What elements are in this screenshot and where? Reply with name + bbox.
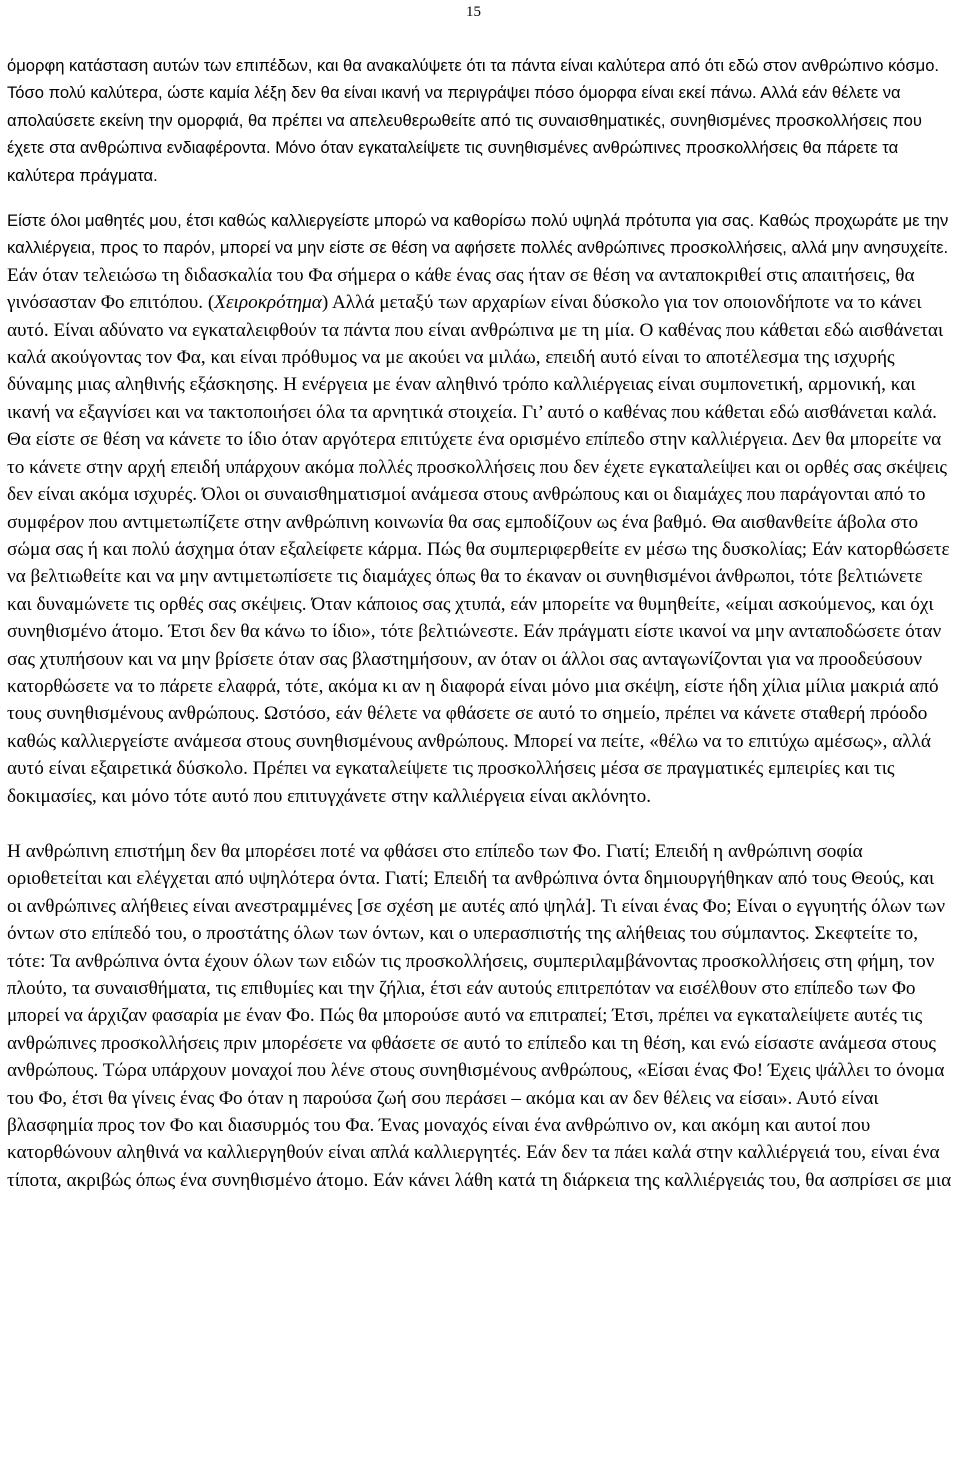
paragraph-2-serif-text-b: ) Αλλά μεταξύ των αρχαρίων είναι δύσκολο για τον οποιονδήποτε να το κάνει αυτό. Είναι αδύνατο να εγκαταλειφθούν τα πάντα που είναι ανθρώπινα με τη μία. Ο καθένας που κάθεται εδώ αισθάνεται καλά ακούγοντας τον Φα, και είναι πρόθυμος να με ακούει να μιλάω, επειδή αυτό είναι το αποτέλεσμα της ισχυρής δύναμης μιας αληθινής εξάσκησης. Η ενέργεια με έναν αληθινό τρόπο καλλιέργειας είναι συμπονετική, αρμονική, και ικανή να εξαγνίσει και να τακτοποιήσει όλα τα αρνητικά στοιχεία. Γι’ αυτό ο καθένας που κάθεται εδώ αισθάνεται καλά. Θα είστε σε θέση να κάνετε το ίδιο όταν αργότερα επιτύχετε ένα ορισμένο επίπεδο στην καλλιέργεια. Δεν θα μπορείτε να το κάνετε στην αρχή επειδή υπάρχουν ακόμα πολλές προσκολλήσεις που δεν έχετε εγκαταλείψει και οι ορθές σας σκέψεις δεν είναι ακόμα ισχυρές. Όλοι οι συναισθηματισμοί ανάμεσα στους ανθρώπους και οι διαμάχες που παράγονται από το συμφέρον που αντιμετωπίζετε στην ανθρώπινη κοινωνία θα σας εμποδίζουν ως ένα βαθμό. Θα αισθανθείτε άβολα στο σώμα σας ή και πολύ άσχημα όταν εξαλείφετε κάρμα. Πώς θα συμπεριφερθείτε εν μέσω της δυσκολίας; Εάν κατορθώσετε να βελτιωθείτε και να μην αντιμετωπίσετε τις διαμάχες όπως θα το έκαναν οι συνηθισμένοι άνθρωποι, τότε βελτιώνετε και δυναμώνετε τις ορθές σας σκέψεις. Όταν κάποιος σας χτυπά, εάν μπορείτε να θυμηθείτε, «είμαι ασκούμενος, και όχι συνηθισμένο άτομο. Έτσι δεν θα κάνω το ίδιο», τότε βελτιώνεστε. Εάν πράγματι είστε ικανοί να μην ανταποδώσετε όταν σας χτυπήσουν και να μην βρίσετε όταν σας βλαστημήσουν, αν όταν οι άλλοι σας ανταγωνίζονται για να προοδεύσουν κατορθώσετε να το πάρετε ελαφρά, τότε, ακόμα κι αν η διαφορά είναι μόνο μια σκέψη, είστε ήδη χίλια μίλια μακριά από τους συνηθισμένους ανθρώπους. Ωστόσο, εάν θέλετε να φθάσετε σε αυτό το σημείο, πρέπει να κάνετε σταθερή πρόοδο καθώς καλλιεργείστε ανάμεσα στους συνηθισμένους ανθρώπους. Μπορεί να πείτε, «θέλω να το επιτύχω αμέσως», αλλά αυτό είναι εξαιρετικά δύσκολο. Πρέπει να εγκαταλείψετε τις προσκολλήσεις μέσα σε πραγματικές εμπειρίες και τις δοκιμασίες, και μόνο τότε αυτό που επιτυγχάνετε στην καλλιέργεια είναι ακλόνητο.	[7, 292, 950, 807]
document-body	[7, 52, 952, 1194]
paragraph-1: όμορφη κατάσταση αυτών των επιπέδων, και θα ανακαλύψετε ότι τα πάντα είναι καλύτερα από ότι εδώ στον ανθρώπινο κόσμο. Τόσο πολύ καλύτερα, ώστε καμία λέξη δεν θα είναι ικανή να περιγράψει πόσο όμορφα είναι εκεί πάνω. Αλλά εάν θέλετε να απολαύσετε εκείνη την ομορφιά, θα πρέπει να απελευθερωθείτε από τις συναισθηματικές, συνηθισμένες προσκολλήσεις που έχετε στα ανθρώπινα ενδιαφέροντα. Μόνο όταν εγκαταλείψετε τις συνηθισμένες ανθρώπινες προσκολλήσεις θα πάρετε τα καλύτερα πράγματα.	[7, 56, 940, 185]
page-number: 15	[466, 4, 481, 20]
paragraph-3: Η ανθρώπινη επιστήμη δεν θα μπορέσει ποτέ να φθάσει στο επίπεδο των Φο. Γιατί; Επειδή η ανθρώπινη σοφία οριοθετείται και ελέγχεται από υψηλότερα όντα. Γιατί; Επειδή τα ανθρώπινα όντα δημιουργήθηκαν από τους Θεούς, και οι ανθρώπινες αλήθειες είναι ανεστραμμένες [σε σχέση με αυτές από ψηλά]. Τι είναι ένας Φο; Είναι ο εγγυητής όλων των όντων στο επίπεδό του, ο προστάτης όλων των όντων, και ο υπερασπιστής της αλήθειας του σύμπαντος. Σκεφτείτε το, τότε: Τα ανθρώπινα όντα έχουν όλων των ειδών τις προσκολλήσεις, συμπεριλαμβάνοντας προσκολλήσεις στη φήμη, τον πλούτο, τα συναισθήματα, τις επιθυμίες και την ζήλια, έτσι εάν αυτούς επιτρεπόταν να εισέλθουν στο επίπεδο των Φο μπορεί να άρχιζαν φασαρία με έναν Φο. Πώς θα μπορούσε αυτό να επιτραπεί; Έτσι, πρέπει να εγκαταλείψετε αυτές τις ανθρώπινες προσκολλήσεις πριν μπορέσετε να φθάσετε σε αυτό το επίπεδο και τη θέση, και ενώ είσαστε ανάμεσα στους ανθρώπους. Τώρα υπάρχουν μοναχοί που λένε στους συνηθισμένους ανθρώπους, «Είσαι ένας Φο! Έχεις ψάλλει το όνομα του Φο, έτσι θα γίνεις ένας Φο όταν η παρούσα ζωή σου περάσει – ακόμα και αν δεν θέλεις να είσαι». Αυτό είναι βλασφημία προς τον Φο και διασυρμός του Φα. Ένας μοναχός είναι ένα ανθρώπινο ον, και ακόμη και αυτοί που κατορθώνουν αληθινά να καλλιεργηθούν είναι απλά καλλιεργητές. Εάν δεν τα πάει καλά στην καλλιέργειά του, είναι ένα τίποτα, ακριβώς όπως ένα συνηθισμένο άτομο. Εάν κάνει λάθη κατά τη διάρκεια της καλλιέργειάς του, θα ασπρίσει σε μια	[7, 840, 952, 1191]
paragraph-2-serif-text-a: Εάν όταν τελειώσω τη διδασκαλία του Φα σήμερα ο κάθε ένας σας ήταν σε θέση να ανταποκριθεί στις απαιτήσεις, θα γινόσασταν Φο επιτόπου. (	[7, 264, 915, 314]
paragraph-2-sans-text: Είστε όλοι μαθητές μου, έτσι καθώς καλλιεργείστε μπορώ να καθορίσω πολύ υψηλά πρότυπα για σας. Καθώς προχωράτε με την καλλιέργεια, προς το παρόν, μπορεί να μην είστε σε θέση να αφήσετε πολλές ανθρώπινες προσκολλήσεις, αλλά μην ανησυχείτε.	[7, 211, 949, 258]
applause-note: Χειροκρότημα	[214, 292, 322, 314]
paragraph-2	[7, 207, 952, 810]
